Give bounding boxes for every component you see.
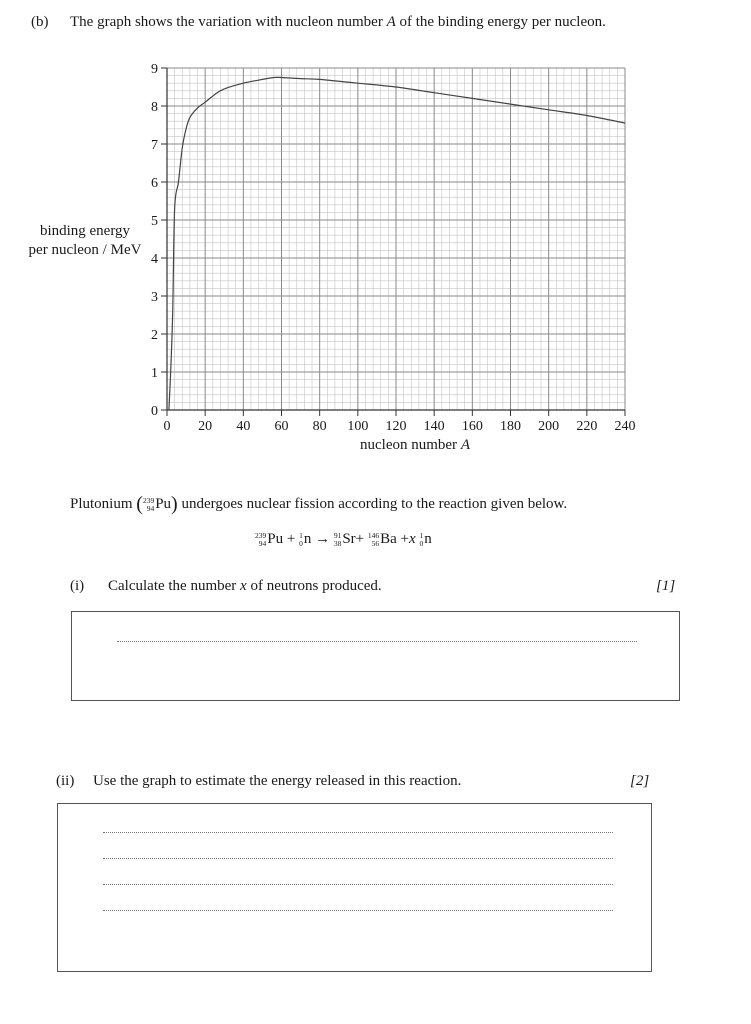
y-tick-label: 3 — [151, 290, 158, 305]
eq-sr-atomic: 38 — [333, 538, 342, 548]
y-tick-label: 9 — [151, 62, 158, 77]
part-ii-answer-box[interactable] — [57, 803, 652, 972]
eq-n-atomic: 0 — [299, 538, 303, 548]
answer-line[interactable] — [103, 884, 613, 885]
y-tick-label: 7 — [151, 138, 158, 153]
binding-energy-chart — [0, 0, 751, 470]
eq-pu-symbol: Pu — [267, 531, 284, 547]
eq-n-nums — [299, 532, 303, 548]
pu-symbol: Pu — [155, 495, 172, 512]
eq-n-mass: 1 — [299, 530, 303, 540]
x-axis-label: nucleon number A — [360, 437, 470, 453]
y-tick-label: 4 — [151, 252, 158, 267]
fission-intro — [70, 493, 567, 516]
fission-equation — [255, 531, 432, 548]
x-tick-label: 20 — [198, 419, 213, 434]
y-axis-label-line2: per nucleon / MeV — [28, 242, 142, 258]
open-paren: ( — [136, 493, 143, 515]
x-tick-label: 0 — [163, 419, 171, 434]
eq-ba-symbol: Ba — [380, 531, 397, 547]
eq-n2-atomic: 0 — [419, 538, 424, 548]
pu-mass-number: 239 — [142, 495, 155, 505]
x-tick-label: 160 — [461, 419, 483, 434]
answer-line[interactable] — [117, 641, 637, 642]
close-paren: ) — [171, 493, 178, 515]
x-tick-label: 240 — [614, 419, 636, 434]
y-tick-label: 2 — [151, 328, 158, 343]
y-tick-label: 8 — [151, 100, 158, 115]
eq-n-symbol: n — [303, 531, 312, 547]
eq-sr-mass: 91 — [333, 530, 342, 540]
eq-ba-nums — [368, 532, 379, 548]
part-ii-text: Use the graph to estimate the energy released in this reaction. — [93, 773, 462, 789]
answer-line[interactable] — [103, 910, 613, 911]
x-tick-label: 220 — [576, 419, 598, 434]
eq-n2-symbol: n — [424, 531, 432, 547]
eq-n2-nums — [419, 532, 423, 548]
fission-intro-end: undergoes nuclear fission according to the reaction given below. — [181, 495, 568, 512]
y-tick-label: 1 — [151, 366, 158, 381]
x-tick-label: 180 — [500, 419, 521, 434]
x-tick-label: 40 — [236, 419, 251, 434]
eq-sr-symbol: Sr — [342, 531, 356, 547]
part-label-b: (b) — [31, 14, 49, 30]
eq-ba-atomic: 56 — [371, 538, 380, 548]
question-stem: The graph shows the variation with nucleon number A of the binding energy per nucleon. — [70, 14, 606, 30]
y-tick-label: 6 — [151, 176, 158, 191]
eq-pu-mass: 239 — [255, 530, 267, 540]
eq-plus-2: + — [355, 531, 365, 547]
fission-intro-text: Plutonium — [70, 495, 133, 512]
answer-line[interactable] — [103, 858, 613, 859]
ticks — [161, 68, 625, 416]
tick-labels — [151, 62, 636, 434]
eq-pu-nums — [255, 532, 266, 548]
pu-atomic-number: 94 — [146, 503, 155, 513]
part-i-marks: [1] — [656, 578, 676, 594]
y-tick-label: 5 — [151, 214, 158, 229]
part-ii-marks: [2] — [630, 773, 650, 789]
eq-sr-nums — [334, 532, 342, 548]
x-tick-label: 80 — [312, 419, 327, 434]
part-i-answer-box[interactable] — [71, 611, 680, 701]
part-i-text: Calculate the number x of neutrons produced. — [108, 578, 382, 594]
eq-n2-mass: 1 — [419, 530, 424, 540]
pu-nuclide-notation — [143, 497, 154, 513]
eq-plus-1: + — [286, 531, 296, 547]
x-tick-label: 100 — [347, 419, 369, 434]
eq-x-variable: x — [409, 531, 416, 547]
part-i-label: (i) — [70, 578, 85, 594]
x-tick-label: 200 — [538, 419, 560, 434]
answer-line[interactable] — [103, 832, 613, 833]
x-tick-label: 140 — [423, 419, 445, 434]
eq-pu-atomic: 94 — [258, 538, 267, 548]
y-tick-label: 0 — [151, 404, 158, 419]
eq-ba-mass: 146 — [367, 530, 380, 540]
x-tick-label: 60 — [274, 419, 289, 434]
eq-arrow: → — [315, 531, 331, 547]
x-tick-label: 120 — [385, 419, 407, 434]
y-axis-label-line1: binding energy — [39, 223, 131, 239]
eq-plus-3: + — [400, 531, 410, 547]
part-ii-label: (ii) — [56, 773, 75, 789]
